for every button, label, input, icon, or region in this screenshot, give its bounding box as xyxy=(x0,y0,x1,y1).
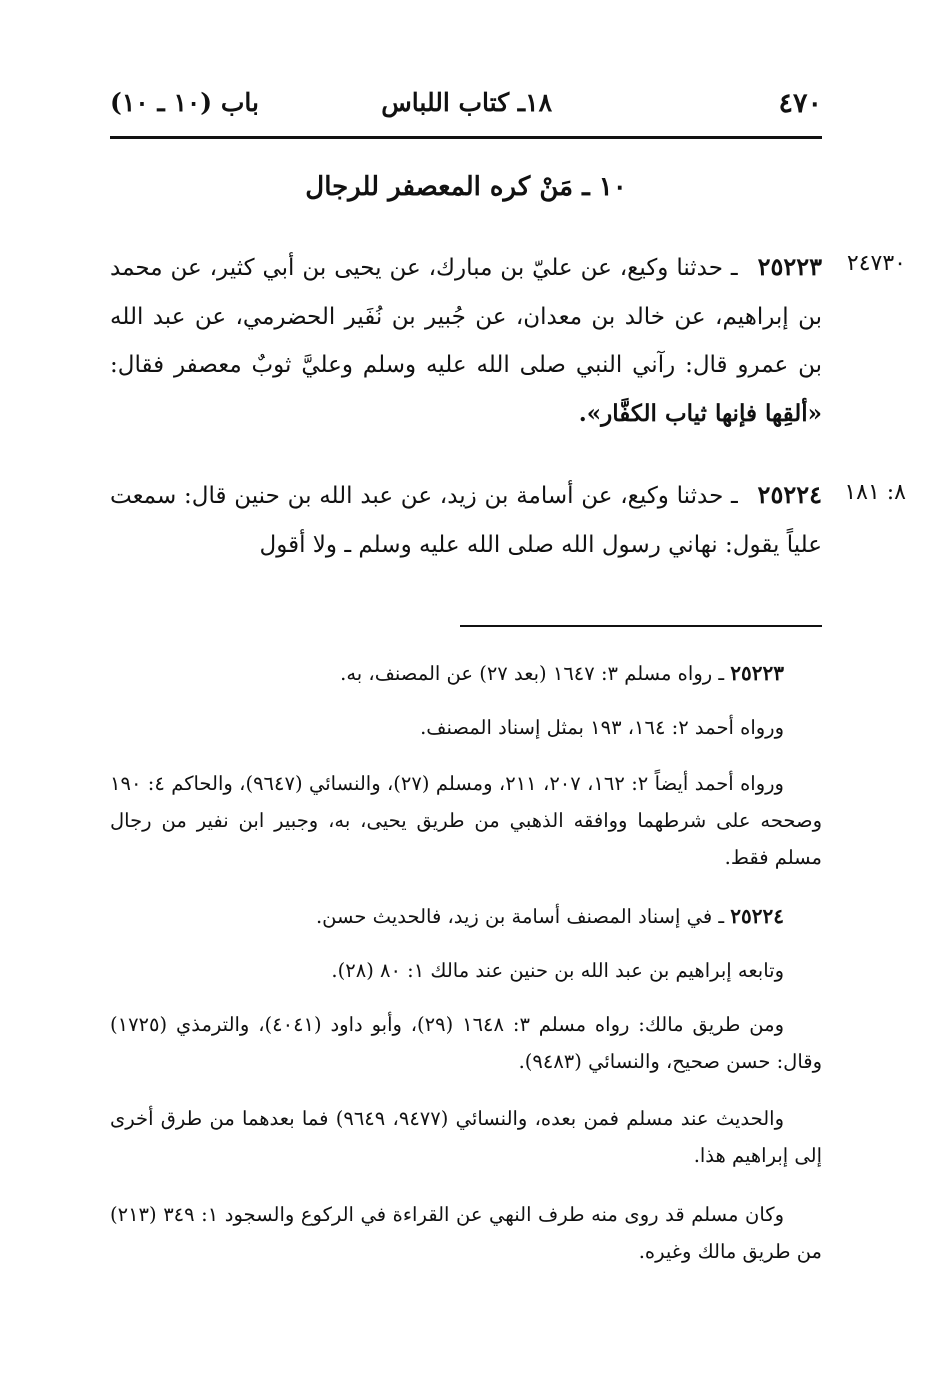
footnote-text: وتابعه إبراهيم بن عبد الله بن حنين عند مالك ١: ٨٠ (٢٨). xyxy=(331,959,784,982)
hadith-text: ـ حدثنا وكيع، عن عليّ بن مبارك، عن يحيى بن أبي كثير، عن محمد بن إبراهيم، عن خالد بن معدان، عن جُبير بن نُفَير الحضرمي، عن عبد الله بن عمرو قال: رآني النبي صلى الله عليه وسلم وعليَّ ثوبٌ معصفر فقال: xyxy=(110,255,822,378)
section-title: ١٠ ـ مَنْ كره المعصفر للرجال xyxy=(305,172,627,202)
footnote-text: والحديث عند مسلم فمن بعده، والنسائي (٩٤٧٧، ٩٦٤٩) فما بعدهما من طرق أخرى إلى إبراهيم هذا. xyxy=(110,1107,822,1167)
page-header xyxy=(110,88,822,128)
footnote xyxy=(110,709,822,746)
hadith-text: ـ حدثنا وكيع، عن أسامة بن زيد، عن عبد الله بن حنين قال: سمعت علياً يقول: نهاني رسول الله صلى الله عليه وسلم ـ ولا أقول xyxy=(110,483,822,558)
footnote xyxy=(110,1196,822,1270)
footnote-separator xyxy=(460,625,822,627)
page-number: ٤٧٠ xyxy=(778,88,822,119)
footnote-text: ومن طريق مالك: رواه مسلم ٣: ١٦٤٨ (٢٩)، وأبو داود (٤٠٤١)، والترمذي (١٧٢٥) وقال: حسن صحيح، والنسائي (٩٤٨٣). xyxy=(110,1013,822,1073)
footnote xyxy=(110,655,822,692)
footnote-text: ورواه أحمد أيضاً ٢: ١٦٢، ٢٠٧، ٢١١، ومسلم (٢٧)، والنسائي (٩٦٤٧)، والحاكم ٤: ١٩٠ وصححه على شرطهما ووافقه الذهبي من طريق يحيى، به، وجبير ابن نفير من رجال مسلم فقط. xyxy=(110,772,822,869)
header-rule xyxy=(110,136,822,139)
margin-reference: ٢٤٧٣٠ xyxy=(846,251,906,276)
hadith-quote: «ألقِها فإنها ثياب الكفَّار». xyxy=(578,399,822,427)
footnote xyxy=(110,952,822,989)
footnote xyxy=(110,898,822,935)
footnote xyxy=(110,1006,822,1080)
hadith-number: ٢٥٢٢٤ xyxy=(757,480,822,509)
footnote xyxy=(110,1100,822,1174)
footnote-text: وكان مسلم قد روى منه طرف النهي عن القراءة في الركوع والسجود ١: ٣٤٩ (٢١٣) من طريق مالك وغيره. xyxy=(110,1203,822,1263)
book-title: ١٨ـ كتاب اللباس xyxy=(381,88,552,117)
chapter-reference: باب (١٠ ـ ١٠) xyxy=(110,88,259,117)
hadith-entry xyxy=(110,243,822,438)
margin-reference: ٨: ١٨١ xyxy=(844,480,906,505)
footnote xyxy=(110,765,822,876)
footnote-number: ٢٥٢٢٤ xyxy=(730,904,784,928)
footnote-number: ٢٥٢٢٣ xyxy=(730,661,784,685)
hadith-number: ٢٥٢٢٣ xyxy=(757,252,823,281)
footnote-text: ـ في إسناد المصنف أسامة بن زيد، فالحديث حسن. xyxy=(315,905,725,928)
footnote-text: ورواه أحمد ٢: ١٦٤، ١٩٣ بمثل إسناد المصنف. xyxy=(420,716,784,739)
footnote-text: ـ رواه مسلم ٣: ١٦٤٧ (بعد ٢٧) عن المصنف، به. xyxy=(340,662,725,685)
hadith-entry xyxy=(110,471,822,569)
